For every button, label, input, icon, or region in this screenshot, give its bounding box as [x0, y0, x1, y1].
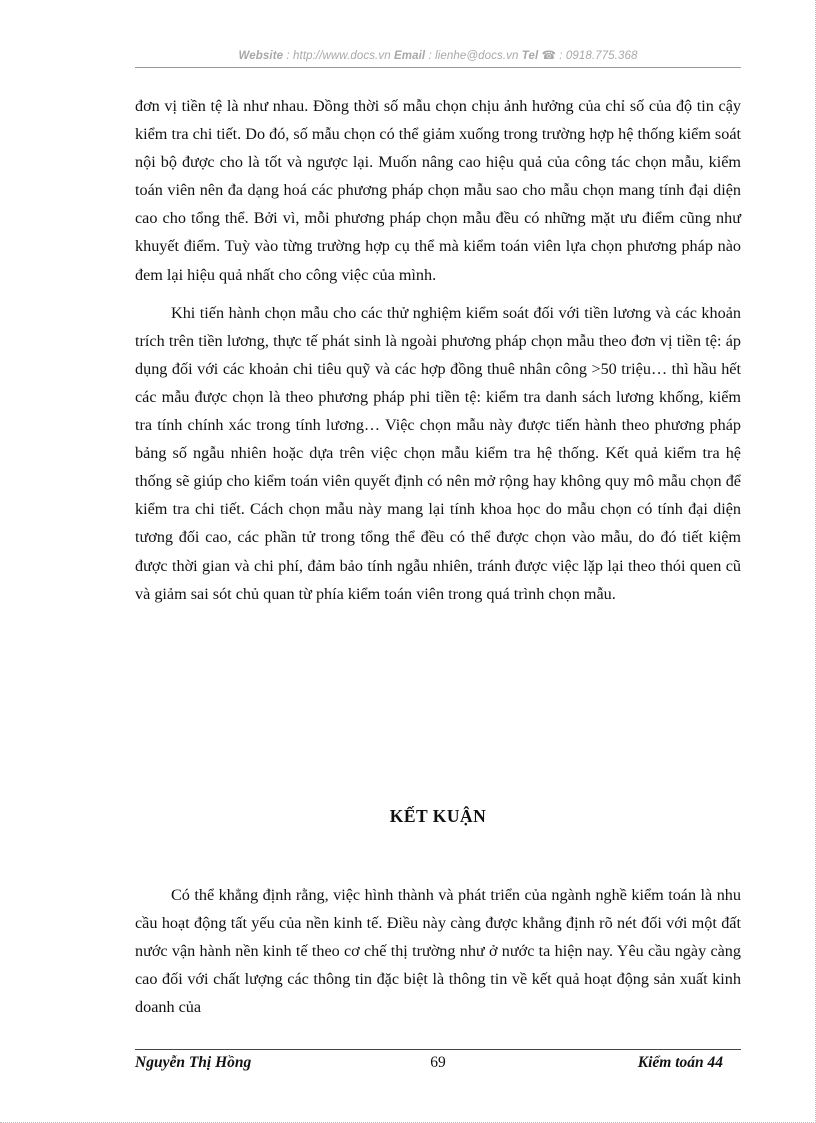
conclusion-paragraph: Có thể khẳng định rằng, việc hình thành và phát triển của ngành nghề kiểm toán là nhu cầu hoạt động tất yếu của nền kinh tế. Điều này càng được khẳng định rõ nét đối với một đất nước vận hành nền kinh tế theo cơ chế thị trường như ở nước ta hiện nay. Yêu cầu ngày càng cao đối với chất lượng các thông tin đặc biệt là thông tin về kết quả hoạt động sản xuất kinh doanh của [135, 886, 741, 1017]
footer-course: Kiểm toán 44 [637, 1054, 723, 1071]
header-divider [135, 67, 741, 68]
body-paragraph-1: đơn vị tiền tệ là như nhau. Đồng thời số mẫu chọn chịu ảnh hưởng của chỉ số của độ tin cậy kiểm tra chi tiết. Do đó, số mẫu chọn có thể giảm xuống trong trường hợp hệ thống kiểm soát nội bộ được cho là tốt và ngược lại. Muốn nâng cao hiệu quả của công tác chọn mẫu, kiểm toán viên nên đa dạng hoá các phương pháp chọn mẫu sao cho mẫu chọn mang tính đại diện cao cho tổng thể. Bởi vì, mỗi phương pháp chọn mẫu đều có những mặt ưu điểm cũng như khuyết điểm. Tuỳ vào từng trường hợp cụ thể mà kiểm toán viên lựa chọn phương pháp nào đem lại hiệu quả nhất cho công việc của mình. [135, 97, 741, 284]
conclusion-text [135, 881, 741, 1021]
header-website-value: : http://www.docs.vn [283, 50, 391, 62]
footer-author: Nguyễn Thị Hồng [135, 1054, 252, 1071]
header-tel-value: ☎ : 0918.775.368 [538, 50, 638, 62]
header-email-label: Email [394, 50, 426, 62]
section-heading: KẾT KUẬN [389, 806, 487, 826]
footer-page-number: 69 [430, 1054, 446, 1071]
header-tel-label: Tel [521, 50, 539, 62]
footer-divider [135, 1049, 741, 1050]
header-email-value: : lienhe@docs.vn [425, 50, 519, 62]
body-paragraph-2: Khi tiến hành chọn mẫu cho các thử nghiệm kiểm soát đối với tiền lương và các khoản trích trên tiền lương, thực tế phát sinh là ngoài phương pháp chọn mẫu theo đơn vị tiền tệ: áp dụng đối với các khoản chi tiêu quỹ và các hợp đồng thuê nhân công >50 triệu… thì hầu hết các mẫu được chọn là theo phương pháp phi tiền tệ: kiểm tra danh sách lương khống, kiểm tra tính chính xác trong tính lương… Việc chọn mẫu này được tiến hành theo phương pháp bảng số ngẫu nhiên hoặc dựa trên việc chọn mẫu kiểm tra hệ thống. Kết quả kiểm tra hệ thống sẽ giúp cho kiểm toán viên quyết định có nên mở rộng hay không quy mô mẫu chọn để kiểm tra chi tiết. Cách chọn mẫu này mang lại tính khoa học do mẫu chọn có tính đại diện tương đối cao, các phần tử trong tổng thể đều có thể được chọn vào mẫu, do đó tiết kiệm được thời gian và chi phí, đảm bảo tính ngẫu nhiên, tránh được việc lặp lại theo thói quen cũ và giảm sai sót chủ quan từ phía kiểm toán viên trong quá trình chọn mẫu. [135, 303, 741, 603]
page-header [135, 48, 741, 62]
header-website-label: Website [238, 50, 284, 62]
page-footer [135, 1054, 741, 1078]
body-text [135, 92, 741, 618]
